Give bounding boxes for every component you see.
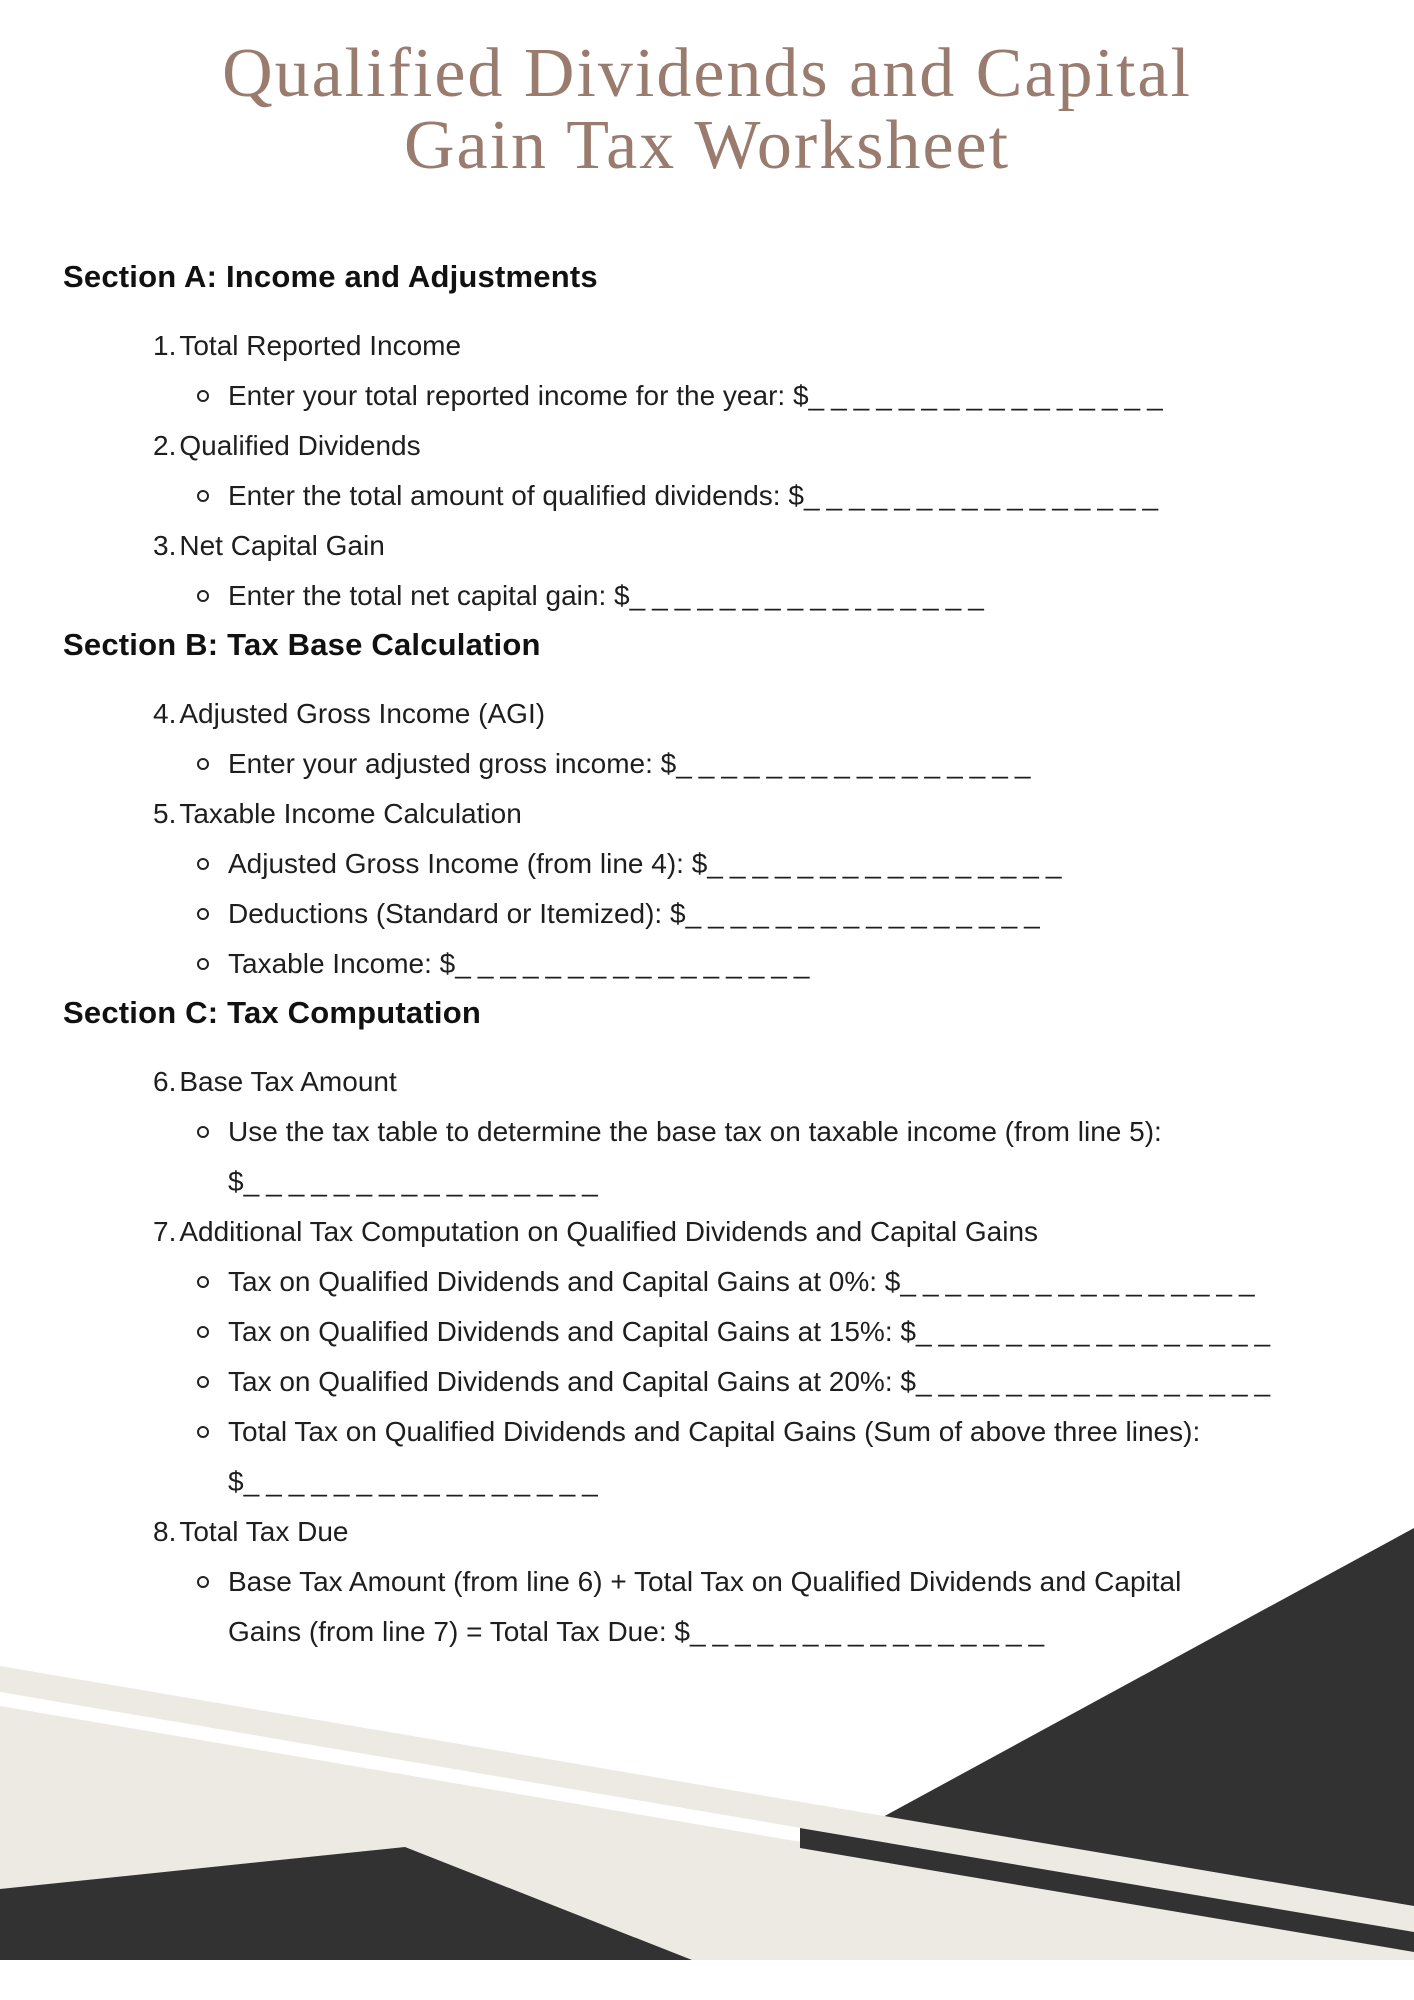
fill-in-blank: ________________ bbox=[689, 1616, 1052, 1647]
list-item bbox=[63, 1507, 1356, 1557]
list-item-label: Taxable Income Calculation bbox=[179, 798, 522, 829]
sub-bullet-line bbox=[63, 1257, 1356, 1307]
bullet-circle-icon bbox=[197, 1576, 209, 1588]
bullet-circle-icon bbox=[197, 858, 209, 870]
fill-in-blank: ________________ bbox=[915, 1366, 1278, 1397]
page-title-line-1: Qualified Dividends and Capital bbox=[222, 35, 1192, 112]
sub-continuation-line bbox=[63, 1457, 1356, 1507]
sub-bullet-line bbox=[63, 739, 1356, 789]
bullet-circle-icon bbox=[197, 1376, 209, 1388]
sub-bullet-line bbox=[63, 1307, 1356, 1357]
section-heading: Section A: Income and Adjustments bbox=[63, 259, 598, 294]
sub-bullet-line bbox=[63, 1357, 1356, 1407]
fill-in-blank: ________________ bbox=[803, 480, 1166, 511]
sub-continuation-line bbox=[63, 1157, 1356, 1207]
bullet-circle-icon bbox=[197, 390, 209, 402]
list-item-label: Additional Tax Computation on Qualified Dividends and Capital Gains bbox=[179, 1216, 1039, 1247]
list-item bbox=[63, 421, 1356, 471]
sub-bullet-text: Base Tax Amount (from line 6) + Total Tax on Qualified Dividends and Capital bbox=[228, 1566, 1182, 1597]
fill-in-blank: ________________ bbox=[676, 748, 1038, 779]
list-item-number: 4. bbox=[153, 698, 177, 729]
fill-in-blank: ________________ bbox=[707, 848, 1069, 879]
sub-bullet-text: Taxable Income: $ bbox=[228, 948, 456, 979]
sub-bullet-line bbox=[63, 1557, 1356, 1607]
sub-bullet-text: Tax on Qualified Dividends and Capital Gains at 15%: $ bbox=[228, 1316, 916, 1347]
list-item-label: Base Tax Amount bbox=[179, 1066, 397, 1097]
bullet-circle-icon bbox=[197, 758, 209, 770]
list-item bbox=[63, 521, 1356, 571]
sub-bullet-line bbox=[63, 1407, 1356, 1457]
sub-bullet-text: Tax on Qualified Dividends and Capital Gains at 0%: $ bbox=[228, 1266, 901, 1297]
fill-in-blank: ________________ bbox=[900, 1266, 1262, 1297]
list-item-label: Qualified Dividends bbox=[179, 430, 421, 461]
sub-bullet-text: Adjusted Gross Income (from line 4): $ bbox=[228, 848, 708, 879]
sub-bullet-text: Gains (from line 7) = Total Tax Due: $ bbox=[228, 1616, 690, 1647]
sub-bullet-text: Deductions (Standard or Itemized): $ bbox=[228, 898, 686, 929]
page-title bbox=[0, 0, 1414, 182]
sub-bullet-text: $ bbox=[228, 1166, 244, 1197]
list-item-label: Adjusted Gross Income (AGI) bbox=[179, 698, 546, 729]
list-item-number: 8. bbox=[153, 1516, 177, 1547]
worksheet-content bbox=[0, 259, 1414, 1657]
fill-in-blank: ________________ bbox=[629, 580, 991, 611]
list-item bbox=[63, 1057, 1356, 1107]
sub-bullet-line bbox=[63, 1107, 1356, 1157]
list-item bbox=[63, 1207, 1356, 1257]
bullet-circle-icon bbox=[197, 1426, 209, 1438]
page-title-line-2: Gain Tax Worksheet bbox=[403, 107, 1011, 184]
bullet-circle-icon bbox=[197, 590, 209, 602]
sub-bullet-text: Enter the total amount of qualified dividends: $ bbox=[228, 480, 804, 511]
fill-in-blank: ________________ bbox=[455, 948, 817, 979]
list-item-number: 3. bbox=[153, 530, 177, 561]
sub-bullet-line bbox=[63, 839, 1356, 889]
sub-bullet-text: Enter your adjusted gross income: $ bbox=[228, 748, 677, 779]
bullet-circle-icon bbox=[197, 1326, 209, 1338]
fill-in-blank: ________________ bbox=[808, 380, 1170, 411]
list-item-number: 5. bbox=[153, 798, 177, 829]
sub-bullet-text: Use the tax table to determine the base tax on taxable income (from line 5): bbox=[228, 1116, 1162, 1147]
list-item-label: Total Reported Income bbox=[179, 330, 462, 361]
list-item-number: 7. bbox=[153, 1216, 177, 1247]
sub-bullet-text: Enter the total net capital gain: $ bbox=[228, 580, 630, 611]
sub-bullet-text: Enter your total reported income for the year: $ bbox=[228, 380, 809, 411]
sub-bullet-line bbox=[63, 371, 1356, 421]
bullet-circle-icon bbox=[197, 490, 209, 502]
sub-bullet-text: Tax on Qualified Dividends and Capital Gains at 20%: $ bbox=[228, 1366, 916, 1397]
sub-bullet-line bbox=[63, 939, 1356, 989]
sub-continuation-line bbox=[63, 1607, 1356, 1657]
fill-in-blank: ________________ bbox=[243, 1466, 605, 1497]
list-item-number: 6. bbox=[153, 1066, 177, 1097]
list-item-label: Total Tax Due bbox=[179, 1516, 349, 1547]
sub-bullet-text: Total Tax on Qualified Dividends and Capital Gains (Sum of above three lines): bbox=[228, 1416, 1201, 1447]
bullet-circle-icon bbox=[197, 958, 209, 970]
list-item-number: 1. bbox=[153, 330, 177, 361]
sub-bullet-line bbox=[63, 889, 1356, 939]
list-item bbox=[63, 689, 1356, 739]
sub-bullet-text: $ bbox=[228, 1466, 244, 1497]
bullet-circle-icon bbox=[197, 908, 209, 920]
list-item bbox=[63, 321, 1356, 371]
list-item-label: Net Capital Gain bbox=[179, 530, 385, 561]
section-heading: Section B: Tax Base Calculation bbox=[63, 627, 541, 662]
list-item bbox=[63, 789, 1356, 839]
fill-in-blank: ________________ bbox=[243, 1166, 605, 1197]
bullet-circle-icon bbox=[197, 1276, 209, 1288]
sub-bullet-line bbox=[63, 471, 1356, 521]
fill-in-blank: ________________ bbox=[685, 898, 1047, 929]
bullet-circle-icon bbox=[197, 1126, 209, 1138]
sub-bullet-line bbox=[63, 571, 1356, 621]
list-item-number: 2. bbox=[153, 430, 177, 461]
fill-in-blank: ________________ bbox=[915, 1316, 1278, 1347]
section-heading: Section C: Tax Computation bbox=[63, 995, 481, 1030]
